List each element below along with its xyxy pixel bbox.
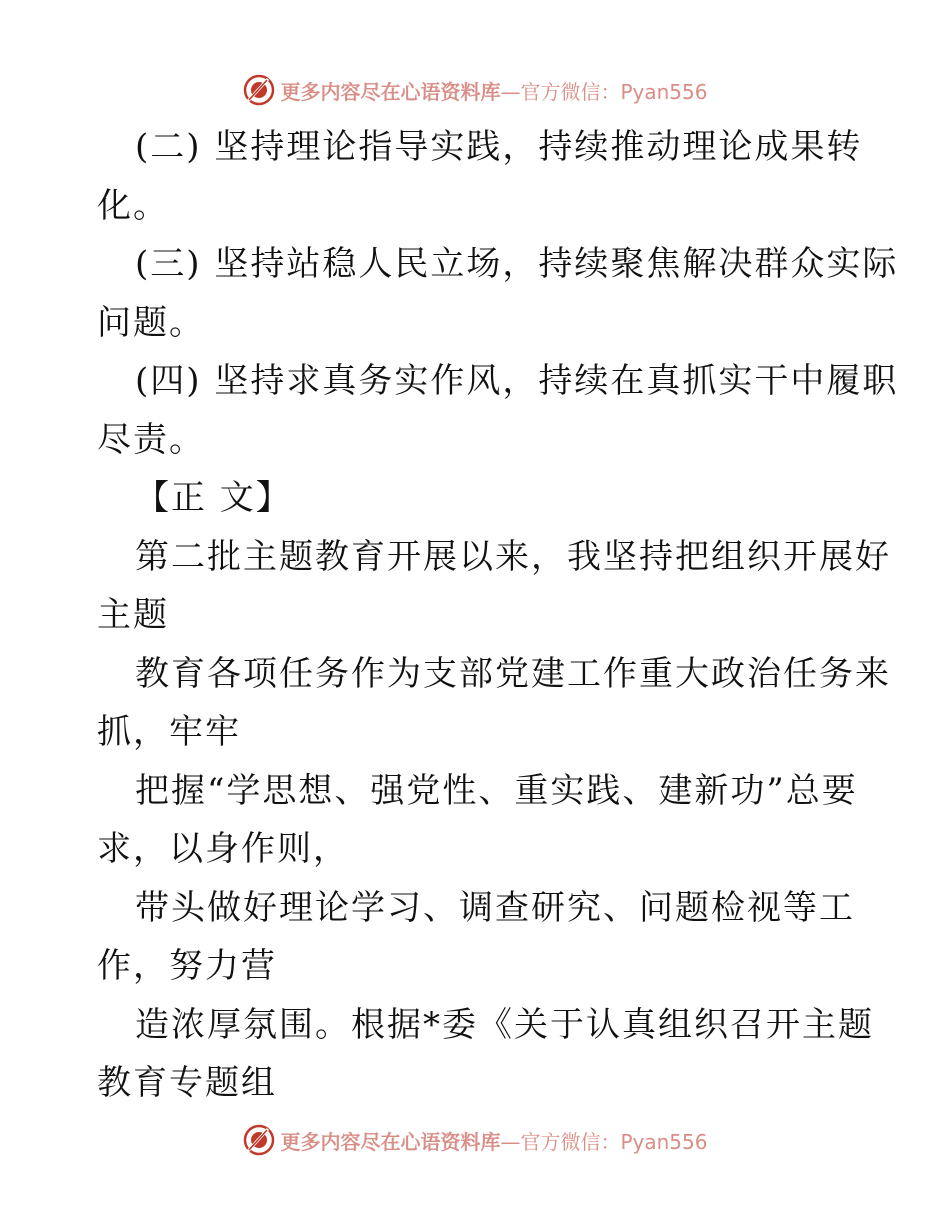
paragraph-line: 把握“学思想、强党性、重实践、建新功”总要 [135,770,858,811]
document-body [97,118,899,1113]
footer-watermark [0,1120,950,1160]
watermark-dash: — [500,79,521,104]
paragraph-line: 抓，牢牢 [97,712,241,752]
watermark-contact: 官方微信：Pyan556 [520,1129,708,1154]
paragraph-line: (四) 坚持求真务实作风，持续在真抓实干中履职 [135,361,899,401]
paragraph-line: 教育专题组 [97,1063,277,1103]
paragraph-line: 第二批主题教育开展以来，我坚持把组织开展好 [135,536,891,577]
paragraph-line: 造浓厚氛围。根据*委《关于认真组织召开主题 [135,1004,874,1045]
paragraph-line: 问题。 [97,302,205,343]
paragraph-line: 求，以身作则， [97,829,349,869]
pen-logo-icon [242,73,276,107]
header-watermark [0,70,950,110]
watermark-contact: 官方微信：Pyan556 [520,79,708,104]
paragraph-line: 作，努力营 [97,946,277,986]
paragraph-line: (二) 坚持理论指导实践，持续推动理论成果转 [135,127,863,167]
paragraph-line: 主题 [97,595,169,635]
paragraph-line: 带头做好理论学习、调查研究、问题检视等工 [135,887,855,928]
paragraph-line: 尽责。 [97,419,205,460]
paragraph-line: 化。 [97,185,169,226]
watermark-brand: 更多内容尽在心语资料库 [280,1129,501,1154]
section-heading: 【正 文】 [135,478,292,518]
paragraph-line: 教育各项任务作为支部党建工作重大政治任务来 [135,653,891,694]
watermark-text [280,76,707,105]
watermark-dash: — [500,1129,521,1154]
watermark-brand: 更多内容尽在心语资料库 [280,79,501,104]
watermark-text [280,1126,707,1155]
pen-logo-icon [242,1123,276,1157]
paragraph-line: (三) 坚持站稳人民立场，持续聚焦解决群众实际 [135,244,899,284]
